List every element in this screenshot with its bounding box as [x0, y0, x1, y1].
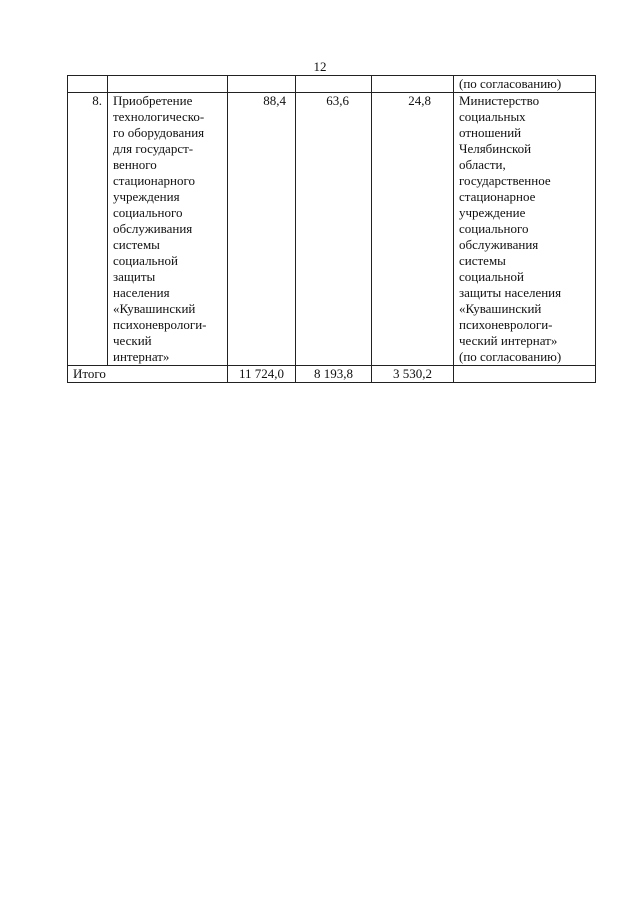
row-value-1: 88,4 [228, 93, 296, 366]
total-label: Итого [68, 366, 228, 383]
row-responsible-line: государственное [459, 173, 551, 188]
row-responsible-line: психоневрологи- [459, 317, 553, 332]
row-responsible-line: (по согласованию) [459, 349, 562, 364]
row-responsible-line: социального [459, 221, 529, 236]
cell-empty [372, 76, 454, 93]
row-name-line: стационарного [113, 173, 195, 188]
row-number: 8. [68, 93, 108, 366]
row-name-line: ческий [113, 333, 152, 348]
row-name-line: «Кувашинский [113, 301, 196, 316]
row-name-line: Приобретение [113, 93, 193, 108]
row-name-line: обслуживания [113, 221, 193, 236]
row-responsible-line: учреждение [459, 205, 526, 220]
cell-empty [68, 76, 108, 93]
row-responsible [454, 93, 596, 366]
row-name [108, 93, 228, 366]
total-row [68, 366, 596, 383]
table-row [68, 93, 596, 366]
total-value-3: 3 530,2 [372, 366, 454, 383]
total-value-2: 8 193,8 [296, 366, 372, 383]
row-name-line: защиты [113, 269, 156, 284]
row-responsible-line: Министерство [459, 93, 540, 108]
row-responsible-line: отношений [459, 125, 522, 140]
row-name-line: для государст- [113, 141, 194, 156]
row-name-line: социальной [113, 253, 178, 268]
row-responsible-line: области, [459, 157, 506, 172]
row-name-line: венного [113, 157, 157, 172]
row-responsible-line: стационарное [459, 189, 536, 204]
row-name-lines [113, 93, 222, 365]
row-responsible-line: системы [459, 253, 506, 268]
row-responsible-lines [459, 93, 590, 365]
program-table [67, 75, 596, 383]
row-responsible-line: ческий интернат» [459, 333, 558, 348]
row-name-line: психоневрологи- [113, 317, 207, 332]
total-value-1: 11 724,0 [228, 366, 296, 383]
cell-empty [228, 76, 296, 93]
row-name-line: социального [113, 205, 183, 220]
row-value-2: 63,6 [296, 93, 372, 366]
row-responsible-line: защиты населения [459, 285, 562, 300]
cell-empty [108, 76, 228, 93]
page-number: 12 [313, 59, 327, 74]
continuation-responsible: (по согласованию) [454, 76, 596, 93]
row-name-line: системы [113, 237, 160, 252]
row-name-line: технологическо- [113, 109, 205, 124]
row-responsible-line: обслуживания [459, 237, 539, 252]
row-value-3: 24,8 [372, 93, 454, 366]
row-name-line: населения [113, 285, 170, 300]
row-responsible-line: «Кувашинский [459, 301, 542, 316]
continuation-row [68, 76, 596, 93]
cell-empty [454, 366, 596, 383]
row-responsible-line: социальных [459, 109, 526, 124]
row-responsible-line: социальной [459, 269, 524, 284]
row-name-line: учреждения [113, 189, 180, 204]
row-name-line: интернат» [113, 349, 170, 364]
cell-empty [296, 76, 372, 93]
row-name-line: го оборудования [113, 125, 205, 140]
row-responsible-line: Челябинской [459, 141, 532, 156]
